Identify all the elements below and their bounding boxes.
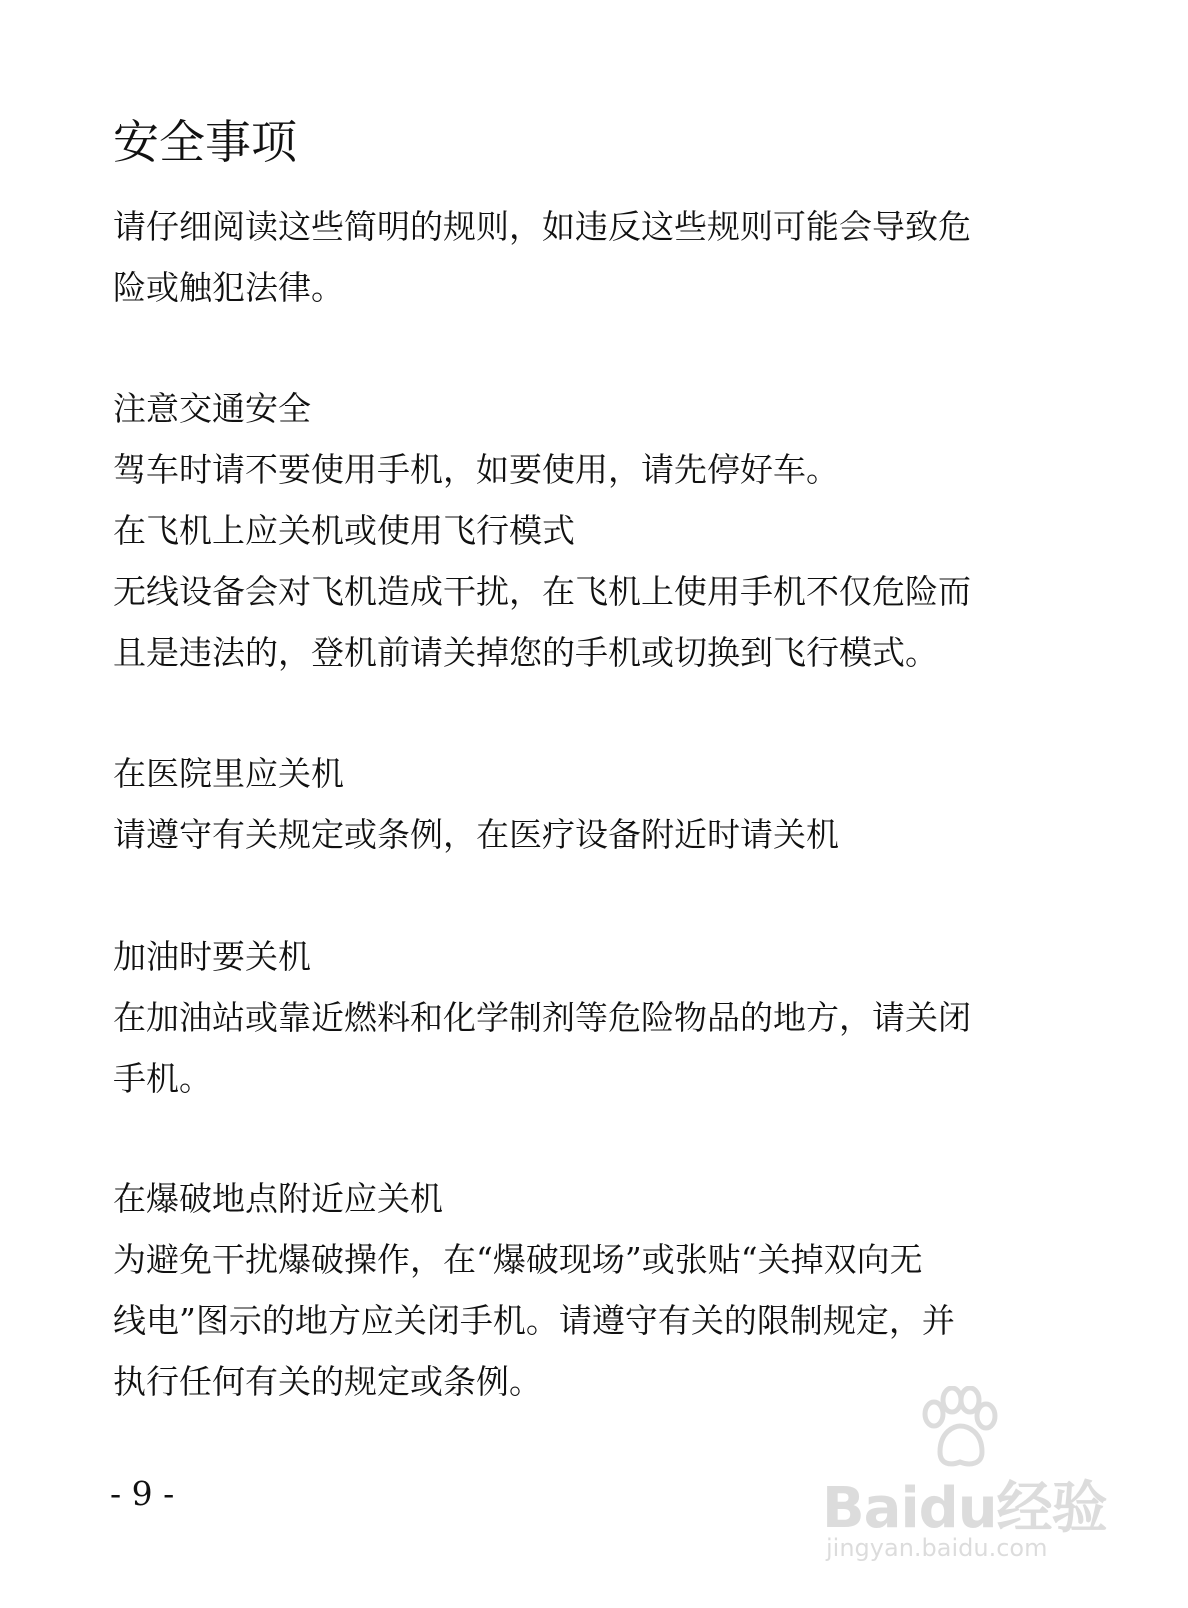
section-line: 且是违法的，登机前请关掉您的手机或切换到飞行模式。	[113, 633, 938, 672]
section-hospital	[113, 743, 1043, 865]
section-line: 为避免干扰爆破操作，在“爆破现场”或张贴“关掉双向无	[113, 1240, 923, 1279]
section-line: 无线设备会对飞机造成干扰，在飞机上使用手机不仅危险而	[113, 572, 971, 611]
section-line: 驾车时请不要使用手机，如要使用，请先停好车。	[113, 450, 839, 489]
intro-paragraph	[113, 196, 1043, 318]
section-line: 线电”图示的地方应关闭手机。请遵守有关的限制规定，并	[113, 1301, 955, 1340]
section-heading: 在飞机上应关机或使用飞行模式	[113, 511, 575, 550]
section-heading: 在医院里应关机	[113, 754, 344, 793]
section-airplane	[113, 500, 1043, 683]
section-heading: 注意交通安全	[113, 389, 311, 428]
paw-icon	[914, 1386, 1004, 1470]
baidu-jingyan-watermark	[822, 1386, 1107, 1566]
section-line: 请遵守有关规定或条例，在医疗设备附近时请关机	[113, 815, 839, 854]
section-traffic	[113, 378, 1043, 500]
section-line: 执行任何有关的规定或条例。	[113, 1362, 542, 1401]
section-line: 在加油站或靠近燃料和化学制剂等危险物品的地方，请关闭	[113, 998, 971, 1037]
section-heading: 在爆破地点附近应关机	[113, 1179, 443, 1218]
watermark-url: jingyan.baidu.com	[826, 1534, 1048, 1562]
intro-line: 险或触犯法律。	[113, 268, 344, 307]
page-number: - 9 -	[110, 1474, 175, 1513]
intro-line: 请仔细阅读这些简明的规则，如违反这些规则可能会导致危	[113, 207, 971, 246]
watermark-brand: Baidu经验	[822, 1476, 1107, 1541]
section-heading: 加油时要关机	[113, 937, 311, 976]
section-blasting	[113, 1168, 1043, 1412]
section-refueling	[113, 926, 1043, 1109]
page-title: 安全事项	[113, 115, 297, 169]
section-line: 手机。	[113, 1059, 212, 1098]
